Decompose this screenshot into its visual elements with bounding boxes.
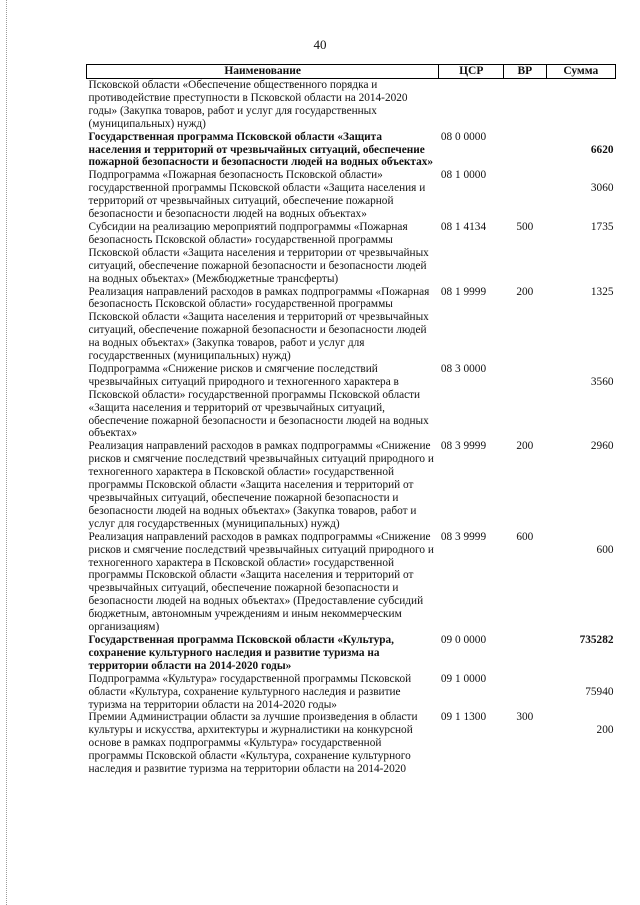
table-row — [87, 169, 616, 221]
header-name: Наименование — [87, 65, 439, 79]
row-sum: 600 — [596, 543, 614, 556]
table-row — [87, 634, 616, 673]
table-row — [87, 711, 616, 776]
table-row — [87, 440, 616, 530]
row-name: Государственная программа Псковской области «Культура, сохранение культурного наследия и развитие туризма на территории области на 2014-2020 годы» — [88, 633, 394, 672]
table-row — [87, 531, 616, 634]
row-csr: 08 1 0000 — [440, 169, 487, 182]
row-sum: 3060 — [590, 182, 614, 195]
row-sum: 3560 — [590, 375, 614, 388]
row-vr — [504, 634, 547, 673]
row-vr — [504, 363, 547, 440]
row-sum: 6620 — [590, 143, 614, 156]
row-name: Реализация направлений расходов в рамках подпрограммы «Пожарная безопасность Псковской области» государственной программы Псковской области «Защита населения и территорий от чрезвычайных ситуаций, обеспечение пожарной безопасности и безопасности людей на водных объектах» (Закупка товаров, работ и услуг для государственных (муниципальных) нужд) — [88, 285, 430, 363]
row-vr: 500 — [516, 220, 534, 233]
row-vr — [504, 169, 547, 221]
row-sum: 75940 — [585, 685, 614, 698]
header-vr: ВР — [504, 65, 547, 79]
row-csr: 08 0 0000 — [440, 130, 487, 143]
row-csr: 08 1 9999 — [440, 285, 487, 298]
row-csr: 08 3 9999 — [440, 440, 487, 453]
row-csr: 09 0 0000 — [440, 633, 487, 646]
row-name: Премии Администрации области за лучшие произведения в области культуры и искусства, архитектуры и журналистики на конкурсной основе в рамках подпрограммы «Культура» государственной программы Псковской области «Культура, сохранение культурного наследия и развитие туризма на территории области на 2014-2020 — [88, 711, 418, 776]
row-vr: 600 — [516, 530, 534, 543]
row-csr: 09 1 0000 — [440, 672, 487, 685]
table-row — [87, 363, 616, 440]
page-edge-line — [6, 0, 8, 905]
header-csr: ЦСР — [439, 65, 504, 79]
row-name: Подпрограмма «Снижение рисков и смягчение последствий чрезвычайных ситуаций природного и техногенного характера в Псковской области» государственной программы Псковской области «Защита населения и территорий от чрезвычайных ситуаций, обеспечение пожарной безопасности и безопасности людей на водных объектах» — [88, 362, 429, 440]
row-name: Государственная программа Псковской области «Защита населения и территорий от чрезвычайных ситуаций, обеспечение пожарной безопасности и безопасности людей на водных объектах» — [88, 130, 434, 169]
table-row — [87, 79, 616, 131]
row-sum: 200 — [596, 724, 614, 737]
row-csr: 08 3 9999 — [440, 530, 487, 543]
budget-table — [86, 64, 616, 776]
row-sum: 2960 — [590, 440, 614, 453]
row-sum — [546, 79, 615, 131]
row-sum: 1735 — [590, 220, 614, 233]
row-vr — [504, 673, 547, 712]
row-name: Псковской области «Обеспечение общественного порядка и противодействие преступности в Псковской области на 2014-2020 годы» (Закупка товаров, работ и услуг для государственных (муниципальных) нужд) — [88, 79, 408, 130]
row-vr: 200 — [516, 285, 534, 298]
table-row — [87, 673, 616, 712]
table-row — [87, 131, 616, 170]
row-csr — [439, 79, 504, 131]
table-header-row — [87, 65, 616, 79]
row-vr: 300 — [516, 711, 534, 724]
row-name: Реализация направлений расходов в рамках подпрограммы «Снижение рисков и смягчение последствий чрезвычайных ситуаций природного и техногенного характера в Псковской области» государственной программы Псковской области «Защита населения и территорий от чрезвычайных ситуаций, обеспечение пожарной безопасности и безопасности людей на водных объектах» (Закупка товаров, работ и услуг для государственных (муниципальных) нужд) — [88, 440, 434, 530]
row-vr: 200 — [516, 440, 534, 453]
row-sum: 1325 — [590, 285, 614, 298]
table-row — [87, 286, 616, 363]
row-sum: 735282 — [579, 633, 614, 646]
table-row — [87, 221, 616, 286]
row-name: Субсидии на реализацию мероприятий подпрограммы «Пожарная безопасность Псковской области» государственной программы Псковской области «Защита населения и территории от чрезвычайных ситуаций, обеспечение пожарной безопасности и безопасности людей на водных объектах» (Межбюджетные трансферты) — [88, 220, 429, 285]
row-csr: 08 1 4134 — [440, 220, 487, 233]
row-name: Реализация направлений расходов в рамках подпрограммы «Снижение рисков и смягчение последствий чрезвычайных ситуаций природного и техногенного характера в Псковской области» государственной программы Псковской области «Защита населения и территорий от чрезвычайных ситуаций, обеспечение пожарной безопасности и безопасности людей на водных объектах» (Предоставление субсидий бюджетным, автономным учреждениям и иным некоммерческим организациям) — [88, 530, 434, 634]
page-number: 40 — [313, 37, 327, 52]
row-name: Подпрограмма «Пожарная безопасность Псковской области» государственной программы Псковской области «Защита населения и территорий от чрезвычайных ситуаций, обеспечение пожарной безопасности и безопасности людей на водных объектах» — [88, 169, 426, 221]
row-csr: 09 1 1300 — [440, 711, 487, 724]
row-csr: 08 3 0000 — [440, 362, 487, 375]
header-sum: Сумма — [546, 65, 615, 79]
row-vr — [504, 79, 547, 131]
row-vr — [504, 131, 547, 170]
row-name: Подпрограмма «Культура» государственной программы Псковской области «Культура, сохранение культурного наследия и развитие туризма на территории области на 2014-2020 годы» — [88, 672, 412, 711]
